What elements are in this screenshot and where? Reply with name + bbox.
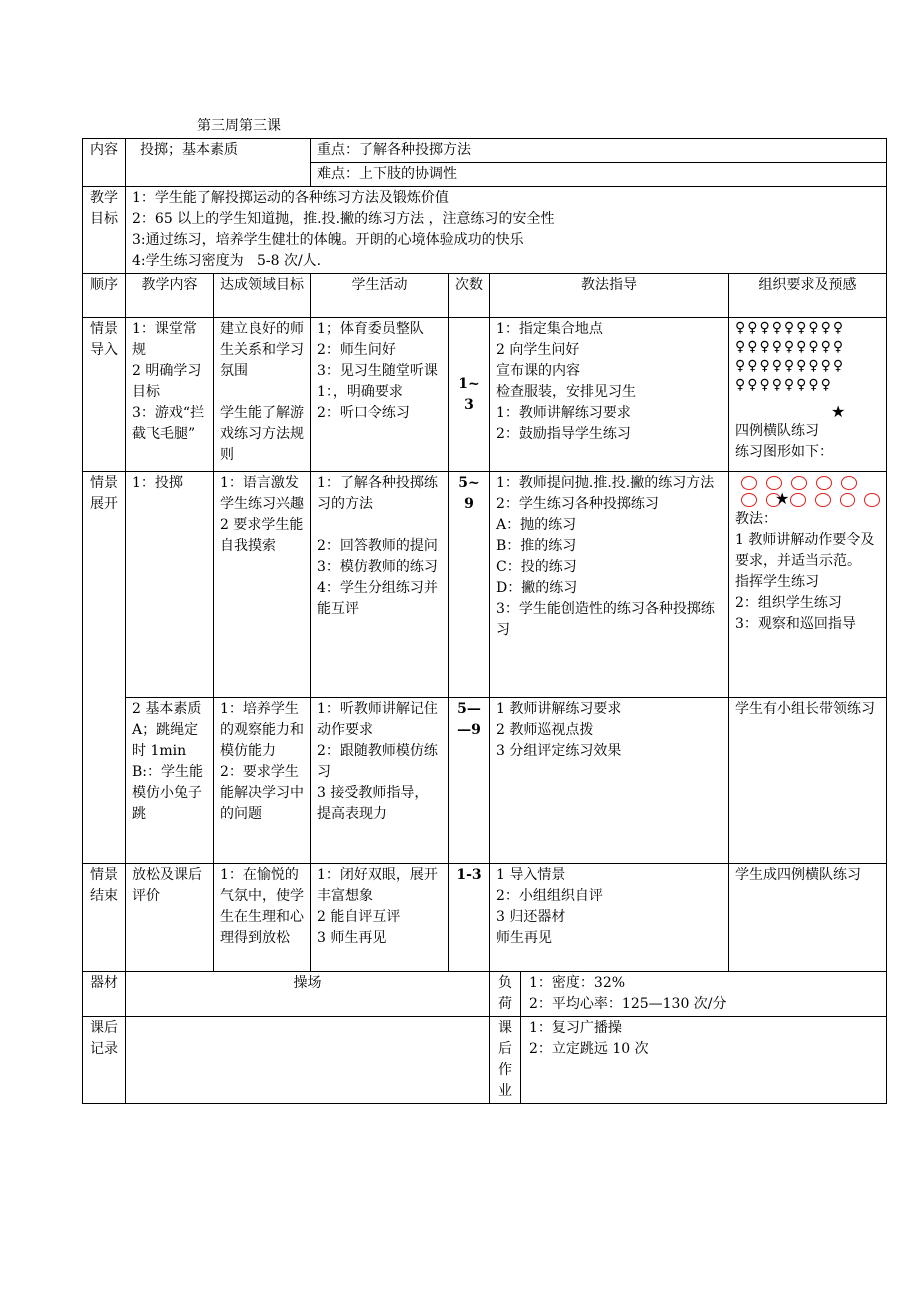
intro-content-line: 2 明确学习目标 bbox=[132, 363, 202, 400]
formation-row: ♀♀♀♀♀♀♀♀♀ bbox=[735, 320, 846, 336]
develop-organization bbox=[729, 472, 887, 698]
difficulty: 难点：上下肢的协调性 bbox=[311, 163, 887, 187]
intro-guidance-line: 宣布课的内容 bbox=[496, 363, 580, 379]
intro-guidance-line: 1：教师讲解练习要求 bbox=[496, 405, 631, 421]
header-guidance: 教法指导 bbox=[490, 274, 729, 318]
develop-guidance-line: B：推的练习 bbox=[496, 538, 577, 554]
basic-guidance-line: 1 教师讲解练习要求 bbox=[496, 701, 622, 717]
develop-guidance bbox=[490, 472, 729, 698]
basic-activity-line: 3 接受教师指导，提高表现力 bbox=[317, 785, 429, 822]
key-point: 重点：了解各种投掷方法 bbox=[311, 139, 887, 163]
develop-guidance-line: C：投的练习 bbox=[496, 559, 577, 575]
lesson-plan-table bbox=[82, 138, 887, 1104]
formation-row: ♀♀♀♀♀♀♀♀♀ bbox=[735, 358, 846, 374]
goals-label: 教学目标 bbox=[83, 187, 126, 274]
content-row bbox=[83, 139, 887, 163]
intro-content-line: 1：课堂常规 bbox=[132, 321, 197, 358]
develop-guidance-line: 2：学生练习各种投掷练习 bbox=[496, 496, 659, 512]
develop-activity-line: 2：回答教师的提问 bbox=[317, 538, 438, 554]
intro-activity-line: 1；体育委员整队 bbox=[317, 321, 424, 337]
develop-org-line: 教法： bbox=[735, 511, 777, 527]
circle-formation bbox=[735, 476, 880, 507]
intro-domain bbox=[214, 318, 311, 472]
homework-label: 课后作业 bbox=[490, 1017, 521, 1103]
homework-item: 1：复习广播操 bbox=[529, 1020, 622, 1036]
after-record bbox=[126, 1017, 490, 1104]
stage-end: 情景结束 bbox=[83, 864, 126, 972]
after-label: 课后记录 bbox=[83, 1017, 126, 1104]
intro-guidance-line: 检查服装，安排见习生 bbox=[496, 384, 636, 400]
end-org-line: 学生成四例横队练习 bbox=[735, 867, 861, 883]
basic-domain-line: 1：培养学生的观察能力和模仿能力 bbox=[220, 701, 304, 759]
content-label: 内容 bbox=[83, 139, 126, 187]
student-circle-icon bbox=[741, 493, 757, 507]
intro-activity-line: 3：见习生随堂听课 bbox=[317, 363, 438, 379]
student-circle-icon bbox=[741, 476, 757, 490]
student-formation bbox=[735, 319, 880, 395]
intro-domain-line: 建立良好的师生关系和学习氛围 bbox=[220, 321, 304, 379]
end-guidance bbox=[490, 864, 729, 972]
basic-guidance-line: 3 分组评定练习效果 bbox=[496, 743, 622, 759]
goal-item: 1：学生能了解投掷运动的各种练习方法及锻炼价值 bbox=[132, 190, 449, 206]
intro-count: 1~3 bbox=[449, 318, 490, 472]
equipment-row bbox=[83, 972, 887, 1017]
develop-org-line: 3：观察和巡回指导 bbox=[735, 616, 856, 632]
end-guidance-line: 2：小组组织自评 bbox=[496, 888, 603, 904]
basic-content-line: 2 基本素质 bbox=[132, 701, 202, 717]
student-circle-icon bbox=[815, 493, 831, 507]
teacher-star-icon: ★ bbox=[831, 402, 846, 421]
header-domain: 达成领域目标 bbox=[214, 274, 311, 318]
basic-activity-line: 1：听教师讲解记住动作要求 bbox=[317, 701, 438, 738]
basic-domain-line: 2：要求学生能解决学习中的问题 bbox=[220, 764, 304, 822]
header-order: 顺序 bbox=[83, 274, 126, 318]
student-circle-icon bbox=[816, 476, 832, 490]
basic-content-line: B:：学生能模仿小兔子跳 bbox=[132, 764, 204, 822]
end-activity-line: 3 师生再见 bbox=[317, 930, 387, 946]
header-activity: 学生活动 bbox=[311, 274, 449, 318]
goal-item: 2：65 以上的学生知道抛，推.投.撇的练习方法 ，注意练习的安全性 bbox=[132, 211, 555, 227]
develop-guidance-line: A：抛的练习 bbox=[496, 517, 577, 533]
header-content: 教学内容 bbox=[126, 274, 214, 318]
intro-guidance-line: 2 向学生问好 bbox=[496, 342, 580, 358]
teacher-star-icon: ★ bbox=[775, 489, 790, 508]
header-row bbox=[83, 274, 887, 318]
intro-row bbox=[83, 318, 887, 472]
basic-activity-line: 2：跟随教师模仿练习 bbox=[317, 743, 438, 780]
basic-guidance-line: 2 教师巡视点拨 bbox=[496, 722, 594, 738]
develop-org-line: 2：组织学生练习 bbox=[735, 595, 842, 611]
header-count: 次数 bbox=[449, 274, 490, 318]
teacher-position bbox=[735, 395, 880, 421]
student-circle-icon bbox=[840, 493, 856, 507]
load-label: 负荷 bbox=[490, 972, 521, 1016]
intro-domain-line: 学生能了解游戏练习方法规则 bbox=[220, 405, 304, 463]
content-value: 投掷；基本素质 bbox=[126, 139, 311, 187]
end-guidance-line: 3 归还器材 bbox=[496, 909, 566, 925]
develop-guidance-line: 1：教师提问抛.推.投.撇的练习方法 bbox=[496, 475, 715, 491]
develop-content-line: 1：投掷 bbox=[132, 475, 183, 491]
load-cell bbox=[490, 972, 887, 1017]
intro-activity-line: 2：听口令练习 bbox=[317, 405, 410, 421]
intro-activity bbox=[311, 318, 449, 472]
stage-develop: 情景展开 bbox=[83, 472, 126, 864]
stage-intro: 情景导入 bbox=[83, 318, 126, 472]
basic-org-line: 学生有小组长带领练习 bbox=[735, 701, 875, 717]
formation-row: ♀♀♀♀♀♀♀♀ bbox=[735, 377, 833, 393]
develop-org-line: 指挥学生练习 bbox=[735, 574, 819, 590]
page-title: 第三周第三课 bbox=[197, 118, 281, 134]
develop-domain-line: 2 要求学生能自我摸索 bbox=[220, 517, 304, 554]
equipment-label: 器材 bbox=[83, 972, 126, 1017]
intro-content bbox=[126, 318, 214, 472]
develop-count: 5~9 bbox=[449, 472, 490, 698]
end-count: 1-3 bbox=[449, 864, 490, 972]
develop-content bbox=[126, 472, 214, 698]
student-circle-icon bbox=[790, 493, 806, 507]
goals-list bbox=[126, 187, 887, 274]
develop-activity-line bbox=[317, 515, 442, 536]
develop-guidance-line: 3：学生能创造性的练习各种投掷练习 bbox=[496, 601, 715, 638]
student-circle-icon bbox=[841, 476, 857, 490]
intro-guidance-line: 1：指定集合地点 bbox=[496, 321, 603, 337]
goal-item: 3:通过练习，培养学生健壮的体魄。开朗的心境体验成功的快乐 bbox=[132, 232, 524, 248]
develop-row bbox=[83, 472, 887, 698]
end-activity bbox=[311, 864, 449, 972]
intro-organization bbox=[729, 318, 887, 472]
equipment-value: 操场 bbox=[126, 972, 490, 1017]
intro-domain-line bbox=[220, 382, 304, 403]
circle-row bbox=[741, 476, 880, 490]
intro-org-line: 练习图形如下： bbox=[735, 444, 833, 460]
develop-activity-line: 1：了解各种投掷练习的方法 bbox=[317, 475, 438, 512]
end-organization bbox=[729, 864, 887, 972]
end-domain bbox=[214, 864, 311, 972]
basic-domain bbox=[214, 698, 311, 864]
goal-item: 4:学生练习密度为 5-8 次/人. bbox=[132, 253, 322, 269]
load-item: 2：平均心率：125—130 次/分 bbox=[529, 996, 727, 1012]
basic-guidance bbox=[490, 698, 729, 864]
develop-guidance-line: D：撇的练习 bbox=[496, 580, 578, 596]
student-circle-icon bbox=[864, 493, 880, 507]
develop-domain-line: 1：语言激发学生练习兴趣 bbox=[220, 475, 304, 512]
develop-domain bbox=[214, 472, 311, 698]
after-row bbox=[83, 1017, 887, 1104]
develop-activity-line: 3：模仿教师的练习 bbox=[317, 559, 438, 575]
homework-values bbox=[521, 1017, 657, 1103]
end-domain-line: 1：在愉悦的气氛中，使学生在生理和心理得到放松 bbox=[220, 867, 304, 946]
formation-row: ♀♀♀♀♀♀♀♀♀ bbox=[735, 339, 846, 355]
develop-org-line: 1 教师讲解动作要令及要求，并适当示范。 bbox=[735, 532, 875, 569]
basic-activity bbox=[311, 698, 449, 864]
basic-content bbox=[126, 698, 214, 864]
student-circle-icon bbox=[791, 476, 807, 490]
header-organization: 组织要求及预感 bbox=[729, 274, 887, 318]
intro-content-line: 3：游戏“拦截飞毛腿” bbox=[132, 405, 205, 442]
goals-row bbox=[83, 187, 887, 274]
basic-organization bbox=[729, 698, 887, 864]
intro-activity-line: 1：，明确要求 bbox=[317, 384, 403, 400]
intro-org-line: 四例横队练习 bbox=[735, 423, 819, 439]
basic-row bbox=[83, 698, 887, 864]
homework-item: 2：立定跳远 10 次 bbox=[529, 1041, 649, 1057]
develop-activity-line: 4：学生分组练习并能互评 bbox=[317, 580, 438, 617]
intro-guidance-line: 2：鼓励指导学生练习 bbox=[496, 426, 631, 442]
end-content bbox=[126, 864, 214, 972]
end-guidance-line: 1 导入情景 bbox=[496, 867, 566, 883]
load-item: 1：密度：32% bbox=[529, 975, 626, 991]
load-values bbox=[521, 972, 735, 1016]
basic-count: 5— —9 bbox=[449, 698, 490, 864]
end-guidance-line: 师生再见 bbox=[496, 930, 552, 946]
end-content-line: 放松及课后评价 bbox=[132, 867, 202, 904]
develop-activity bbox=[311, 472, 449, 698]
end-activity-line: 1：闭好双眼，展开丰富想象 bbox=[317, 867, 438, 904]
end-activity-line: 2 能自评互评 bbox=[317, 909, 401, 925]
intro-guidance bbox=[490, 318, 729, 472]
end-row bbox=[83, 864, 887, 972]
circle-row bbox=[741, 493, 880, 507]
intro-activity-line: 2：师生问好 bbox=[317, 342, 396, 358]
basic-content-line: A；跳绳定时 1min bbox=[132, 722, 199, 759]
homework-cell bbox=[490, 1017, 887, 1104]
